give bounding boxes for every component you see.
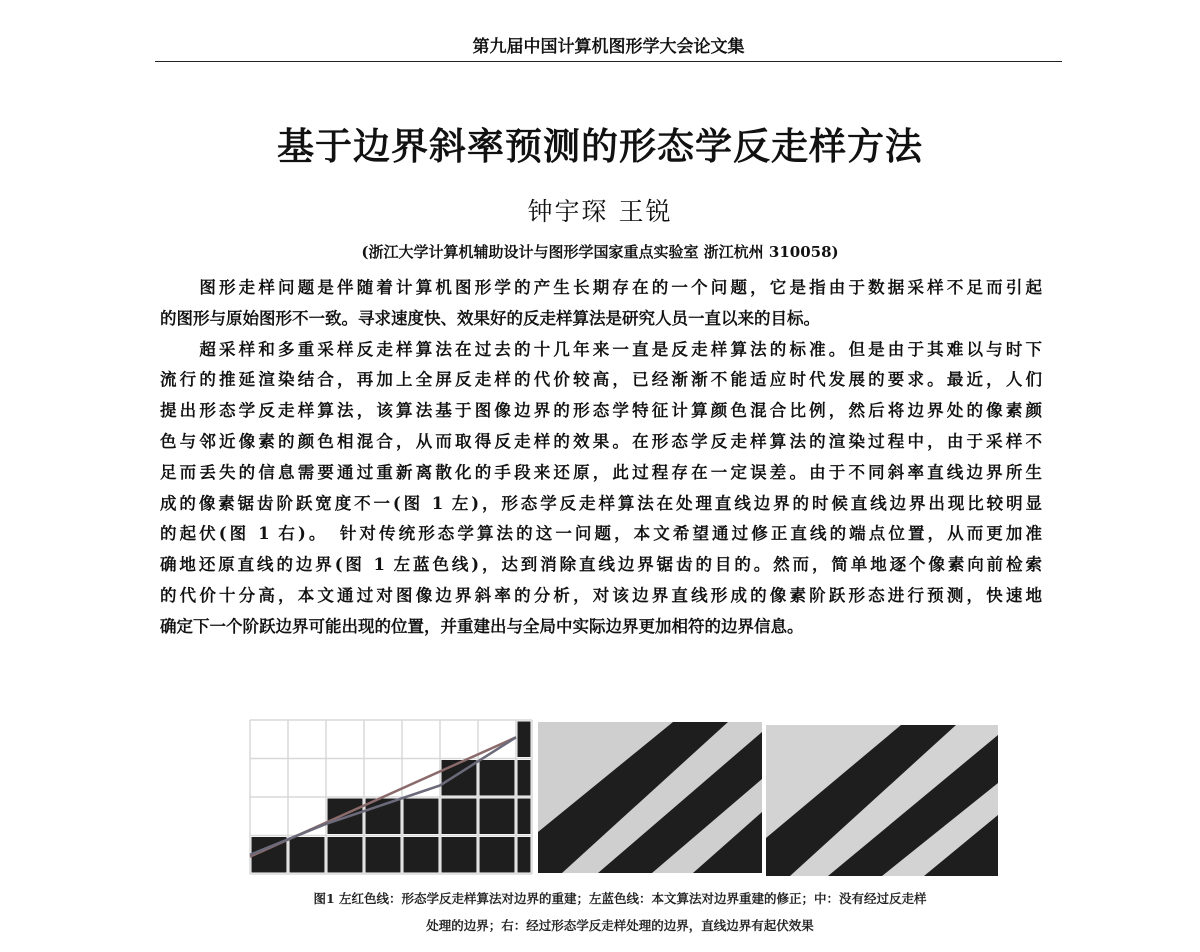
- body-line: 的图形与原始图形不一致。寻求速度快、效果好的反走样算法是研究人员一直以来的目标。: [160, 308, 820, 328]
- mlaa-edge-panel: [766, 725, 998, 876]
- filled-pixel: [480, 837, 515, 873]
- filled-pixel: [518, 837, 531, 873]
- body-line: 足而丢失的信息需要通过重新离散化的手段来还原，此过程存在一定误差。由于不同斜率直线边界所生: [160, 462, 1042, 482]
- filled-pixel: [480, 799, 515, 835]
- body-line: 色与邻近像素的颜色相混合，从而取得反走样的效果。在形态学反走样算法的渲染过程中，由于采样不: [160, 431, 1042, 451]
- paper-title: 基于边界斜率预测的形态学反走样方法: [277, 124, 923, 168]
- aliased-edge-panel: [538, 722, 762, 873]
- pixel-grid-panel: [250, 720, 532, 874]
- filled-pixel: [328, 837, 363, 873]
- caption-line: 图1 左红色线：形态学反走样算法对边界的重建；左蓝色线：本文算法对边界重建的修正；中：没有经过反走样: [313, 891, 927, 906]
- body-line: 图形走样问题是伴随着计算机图形学的产生长期存在的一个问题，它是指由于数据采样不足而引起: [160, 278, 1042, 297]
- body-text: [160, 273, 1042, 643]
- figure-1: [240, 712, 1010, 882]
- running-head: 第九届中国计算机图形学大会论文集: [472, 37, 745, 57]
- filled-pixel: [366, 837, 401, 873]
- filled-pixel: [518, 799, 531, 835]
- filled-pixel: [518, 722, 531, 758]
- filled-pixel: [480, 760, 515, 796]
- filled-pixel: [442, 799, 477, 835]
- figure-caption: [200, 885, 1040, 939]
- filled-pixel: [442, 837, 477, 873]
- body-line: 的代价十分高，本文通过对图像边界斜率的分析，对该边界直线形成的像素阶跃形态进行预测，快速地: [160, 585, 1042, 605]
- body-line: 提出形态学反走样算法，该算法基于图像边界的形态学特征计算颜色混合比例，然后将边界处的像素颜: [160, 401, 1042, 421]
- caption-line: 处理的边界；右：经过形态学反走样处理的边界，直线边界有起伏效果: [426, 918, 814, 933]
- filled-pixel: [404, 799, 439, 835]
- body-line: 超采样和多重采样反走样算法在过去的十几年来一直是反走样算法的标准。但是由于其难以与时下: [160, 339, 1042, 359]
- affiliation: (浙江大学计算机辅助设计与图形学国家重点实验室 浙江杭州 310058): [361, 243, 839, 261]
- body-line: 确定下一个阶跃边界可能出现的位置，并重建出与全局中实际边界更加相符的边界信息。: [160, 616, 804, 636]
- filled-pixel: [404, 837, 439, 873]
- body-line: 的起伏(图 1 右)。 针对传统形态学算法的这一问题，本文希望通过修正直线的端点位置，从而更加准: [160, 524, 1042, 544]
- body-line: 流行的推延渲染结合，再加上全屏反走样的代价较高，已经渐渐不能适应时代发展的要求。最近，人们: [160, 370, 1042, 390]
- filled-pixel: [290, 837, 325, 873]
- authors: 钟宇琛 王锐: [527, 197, 673, 226]
- body-line: 成的像素锯齿阶跃宽度不一(图 1 左)，形态学反走样算法在处理直线边界的时候直线边界出现比较明显: [160, 493, 1042, 513]
- filled-pixel: [518, 760, 531, 796]
- body-line: 确地还原直线的边界(图 1 左蓝色线)，达到消除直线边界锯齿的目的。然而，简单地逐个像素向前检索: [160, 555, 1042, 575]
- header-rule: [155, 61, 1062, 62]
